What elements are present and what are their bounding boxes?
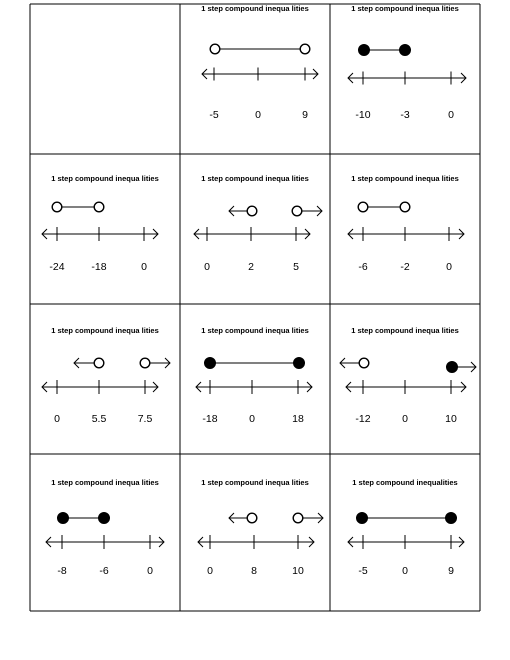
card-5-tick-label-1: -2 [400,261,410,273]
card-7-title: 1 step compound inequa lities [201,326,309,335]
card-6-open-endpoint-dot-1 [140,358,150,368]
card-4-open-endpoint-dot-1 [292,206,302,216]
card-5-open-endpoint-dot-0 [358,202,368,212]
card-6-open-endpoint-dot-0 [94,358,104,368]
card-5-tick-label-0: -6 [358,261,368,273]
card-3-open-endpoint-dot-1 [94,202,104,212]
card-9-closed-endpoint-dot-1 [99,513,110,524]
card-10-open-endpoint-dot-0 [247,513,257,523]
card-6-title: 1 step compound inequa lities [51,326,159,335]
card-1-open-endpoint-dot-0 [210,44,220,54]
card-11-tick-label-1: 0 [402,565,408,577]
card-3-tick-label-2: 0 [141,261,147,273]
card-7-tick-label-1: 0 [249,413,255,425]
card-6-tick-label-0: 0 [54,413,60,425]
card-7-closed-endpoint-dot-1 [294,358,305,369]
card-10-open-endpoint-dot-1 [293,513,303,523]
card-6-tick-label-2: 7.5 [137,413,153,425]
card-1-tick-label-1: 0 [255,109,261,121]
card-8-open-endpoint-dot-0 [359,358,369,368]
card-1-open-endpoint-dot-1 [300,44,310,54]
card-11-title: 1 step compound inequalities [352,478,458,487]
card-11-tick-label-0: -5 [358,565,368,577]
card-4-open-endpoint-dot-0 [247,206,257,216]
card-7-tick-label-2: 18 [292,413,304,425]
card-2-tick-label-1: -3 [400,109,410,121]
card-4-tick-label-1: 2 [248,261,254,273]
card-1-tick-label-2: 9 [302,109,308,121]
card-4-title: 1 step compound inequa lities [201,174,309,183]
card-1-title: 1 step compound inequa lities [201,4,309,13]
card-9-tick-label-1: -6 [99,565,109,577]
card-8-closed-endpoint-dot-1 [447,362,458,373]
card-10-tick-label-2: 10 [292,565,304,577]
card-8-tick-label-1: 0 [402,413,408,425]
card-10-tick-label-0: 0 [207,565,213,577]
card-5-open-endpoint-dot-1 [400,202,410,212]
card-3-open-endpoint-dot-0 [52,202,62,212]
card-11-closed-endpoint-dot-0 [357,513,368,524]
card-9-tick-label-0: -8 [57,565,67,577]
card-2-closed-endpoint-dot-1 [400,45,411,56]
card-6-tick-label-1: 5.5 [91,413,107,425]
card-11-tick-label-2: 9 [448,565,454,577]
card-11-closed-endpoint-dot-1 [446,513,457,524]
card-8-tick-label-2: 10 [445,413,457,425]
card-9-title: 1 step compound inequa lities [51,478,159,487]
card-2-closed-endpoint-dot-0 [359,45,370,56]
card-5-title: 1 step compound inequa lities [351,174,459,183]
card-9-tick-label-2: 0 [147,565,153,577]
card-2-tick-label-0: -10 [355,109,371,121]
card-4-tick-label-2: 5 [293,261,299,273]
card-3-tick-label-0: -24 [49,261,65,273]
card-8-title: 1 step compound inequa lities [351,326,459,335]
card-5-tick-label-2: 0 [446,261,452,273]
card-7-closed-endpoint-dot-0 [205,358,216,369]
card-2-tick-label-2: 0 [448,109,454,121]
card-10-title: 1 step compound inequa lities [201,478,309,487]
card-2-title: 1 step compound inequa lities [351,4,459,13]
card-7-tick-label-0: -18 [202,413,218,425]
card-10-tick-label-1: 8 [251,565,257,577]
card-3-tick-label-1: -18 [91,261,107,273]
card-9-closed-endpoint-dot-0 [58,513,69,524]
card-3-title: 1 step compound inequa lities [51,174,159,183]
card-1-tick-label-0: -5 [209,109,219,121]
card-8-tick-label-0: -12 [355,413,371,425]
card-4-tick-label-0: 0 [204,261,210,273]
